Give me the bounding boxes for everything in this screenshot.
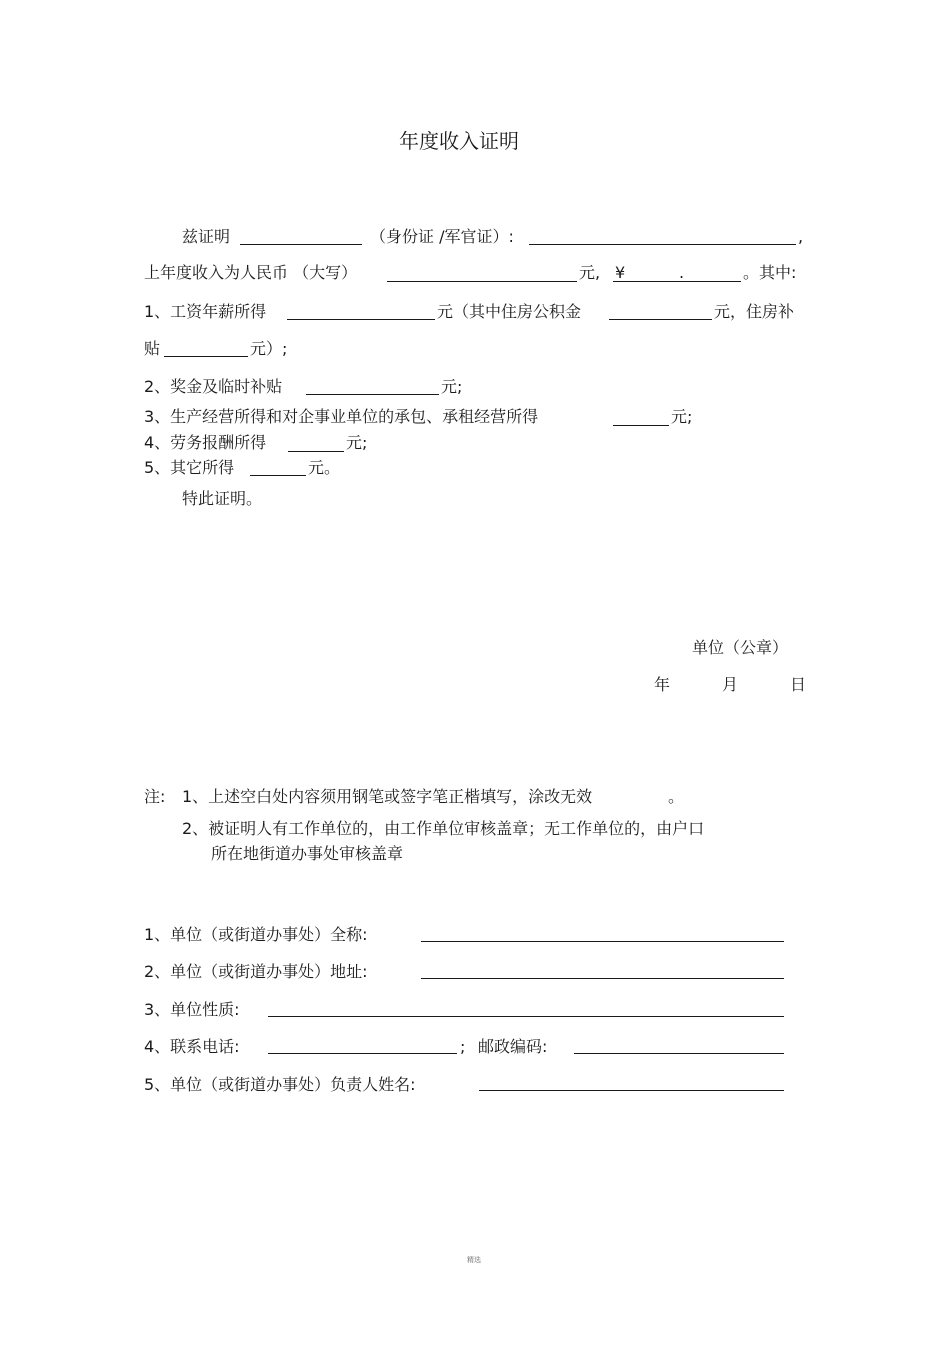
- item3-tail: 元;: [671, 407, 693, 426]
- income-uppercase-blank[interactable]: [387, 281, 577, 282]
- date-day: 日: [790, 675, 807, 694]
- closing-text: 特此证明。: [182, 489, 263, 508]
- notes-label: 注:: [144, 787, 166, 806]
- unit-full-name-blank[interactable]: [421, 941, 784, 942]
- unit-nature-label: 3、单位性质:: [144, 1000, 240, 1019]
- housing-fund-blank[interactable]: [609, 319, 712, 320]
- postal-code-blank[interactable]: [574, 1053, 784, 1054]
- bonus-blank[interactable]: [306, 394, 439, 395]
- name-blank[interactable]: [240, 244, 362, 245]
- item1-lead: 1、工资年薪所得: [144, 302, 267, 321]
- unit-seal-label: 单位（公章）: [692, 638, 789, 657]
- item5-lead: 5、其它所得: [144, 458, 235, 477]
- item2-tail: 元;: [441, 377, 463, 396]
- document-title: 年度收入证明: [399, 129, 519, 153]
- id-number-blank[interactable]: [529, 244, 796, 245]
- currency-symbol: ¥: [615, 263, 626, 282]
- income-yuan: 元,: [579, 263, 601, 282]
- date-month: 月: [722, 675, 739, 694]
- item1-cont-lead: 贴: [144, 339, 161, 358]
- item2-lead: 2、奖金及临时补贴: [144, 377, 283, 396]
- labor-income-blank[interactable]: [288, 451, 344, 452]
- certify-lead: 兹证明: [182, 227, 231, 246]
- manager-name-label: 5、单位（或街道办事处）负责人姓名:: [144, 1075, 416, 1094]
- income-tail: 。其中:: [743, 263, 797, 282]
- item1-mid2: 元，住房补: [714, 302, 795, 321]
- item3-lead: 3、生产经营所得和对企事业单位的承包、承租经营所得: [144, 407, 539, 426]
- phone-blank[interactable]: [268, 1053, 457, 1054]
- item4-lead: 4、劳务报酬所得: [144, 433, 267, 452]
- salary-blank[interactable]: [287, 319, 435, 320]
- other-income-blank[interactable]: [250, 475, 306, 476]
- item1-mid: 元（其中住房公积金: [437, 302, 582, 321]
- date-year: 年: [654, 675, 671, 694]
- item1-cont-tail: 元）;: [250, 339, 288, 358]
- manager-name-blank[interactable]: [479, 1090, 784, 1091]
- unit-address-blank[interactable]: [421, 978, 784, 979]
- id-label: （身份证 /军官证）:: [370, 227, 514, 246]
- housing-subsidy-blank[interactable]: [164, 356, 248, 357]
- page-footer: 精选: [467, 1256, 481, 1264]
- postal-separator: ;: [460, 1037, 466, 1056]
- postal-code-label: 邮政编码:: [478, 1037, 548, 1056]
- income-lead: 上年度收入为人民币 （大写）: [144, 263, 358, 282]
- phone-label: 4、联系电话:: [144, 1037, 240, 1056]
- decimal-point: .: [679, 263, 685, 282]
- note-1-end: 。: [668, 787, 685, 806]
- business-income-blank[interactable]: [613, 425, 669, 426]
- unit-address-label: 2、单位（或街道办事处）地址:: [144, 962, 368, 981]
- note-1: 1、上述空白处内容须用钢笔或签字笔正楷填写，涂改无效: [182, 787, 593, 806]
- unit-full-name-label: 1、单位（或街道办事处）全称:: [144, 925, 368, 944]
- item4-tail: 元;: [346, 433, 368, 452]
- note-2-line2: 所在地街道办事处审核盖章: [211, 844, 404, 863]
- line1-comma: ,: [798, 227, 804, 246]
- item5-tail: 元。: [308, 458, 341, 477]
- unit-nature-blank[interactable]: [268, 1016, 784, 1017]
- income-amount-blank[interactable]: [613, 281, 741, 282]
- note-2-line1: 2、被证明人有工作单位的，由工作单位审核盖章；无工作单位的，由户口: [182, 819, 705, 838]
